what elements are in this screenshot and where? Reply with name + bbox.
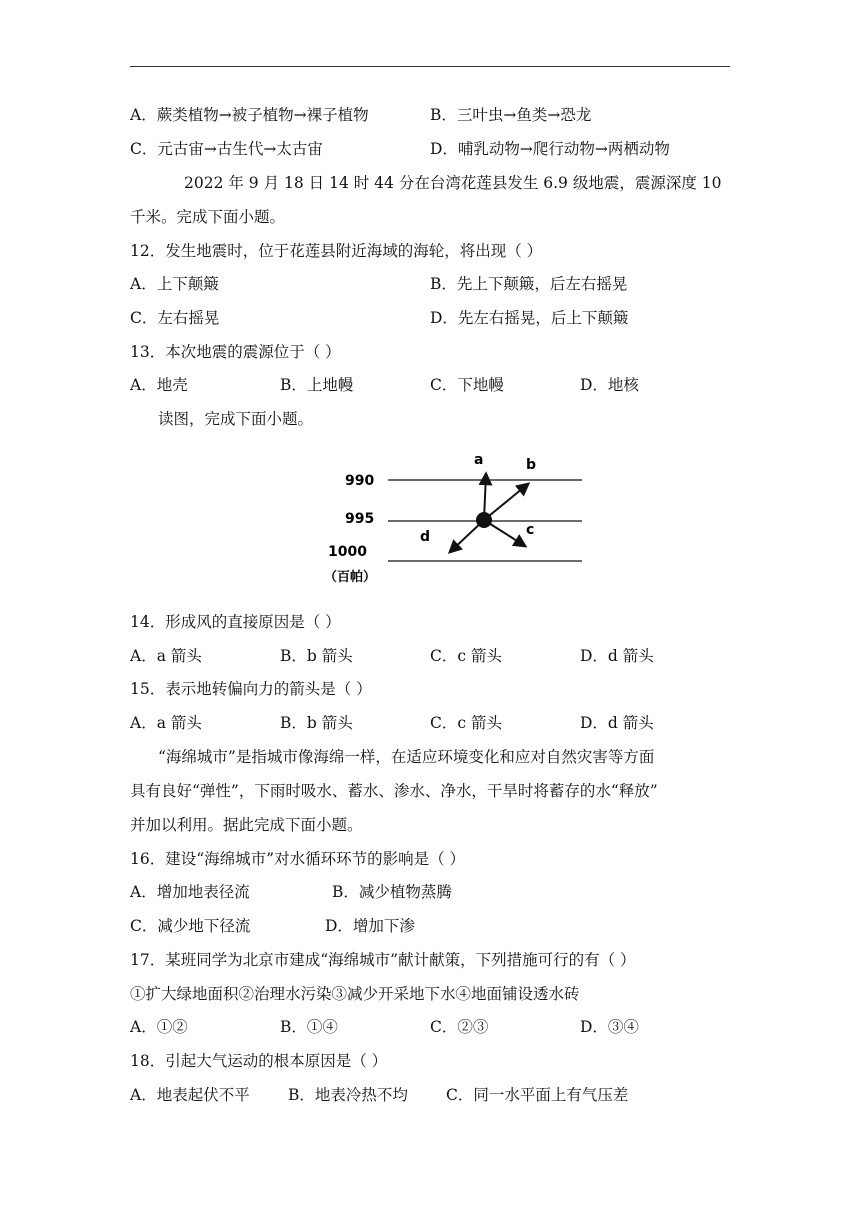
quake-intro-line2: 千米。完成下面小题。 <box>130 208 286 226</box>
arrow-label-c: c <box>526 522 535 538</box>
isobar-label-990: 990 <box>345 473 375 489</box>
q16-option-d: D．增加下渗 <box>325 917 415 935</box>
q11-option-d: D．哺乳动物→爬行动物→两栖动物 <box>430 140 670 158</box>
q17-option-d: D．③④ <box>580 1018 639 1036</box>
air-parcel-dot <box>476 512 492 528</box>
q14-option-b: B．b 箭头 <box>280 647 353 665</box>
sponge-intro-line1: “海绵城市”是指城市像海绵一样，在适应环境变化和应对自然灾害等方面 <box>158 748 655 766</box>
q16-option-b: B．减少植物蒸腾 <box>332 883 452 901</box>
q14-option-c: C．c 箭头 <box>430 647 502 665</box>
q12-stem: 12．发生地震时，位于花莲县附近海域的海轮，将出现（ ） <box>130 242 543 260</box>
quake-intro-line1: 2022 年 9 月 18 日 14 时 44 分在台湾花莲县发生 6.9 级地震，震源深度 10 <box>184 174 722 192</box>
q14-option-a: A．a 箭头 <box>130 647 202 665</box>
q14-stem: 14．形成风的直接原因是（ ） <box>130 613 341 631</box>
isobar-wind-diagram <box>320 448 590 593</box>
q18-option-b: B．地表冷热不均 <box>288 1086 408 1104</box>
arrow-label-d: d <box>420 529 431 545</box>
q12-option-b: B．先上下颠簸，后左右摇晃 <box>430 275 628 293</box>
q11-option-b: B．三叶虫→鱼类→恐龙 <box>430 106 592 124</box>
q17-stem: 17．某班同学为北京市建成“海绵城市”献计献策，下列措施可行的有（ ） <box>130 951 636 969</box>
q15-option-a: A．a 箭头 <box>130 714 202 732</box>
q16-stem: 16．建设“海绵城市”对水循环环节的影响是（ ） <box>130 850 465 868</box>
q15-option-b: B．b 箭头 <box>280 714 353 732</box>
arrow-label-b: b <box>526 457 537 473</box>
q13-stem: 13．本次地震的震源位于（ ） <box>130 343 341 361</box>
header-rule <box>130 66 730 67</box>
q18-stem: 18．引起大气运动的根本原因是（ ） <box>130 1052 388 1070</box>
q17-option-b: B．①④ <box>280 1018 338 1036</box>
q12-option-d: D．先左右摇晃，后上下颠簸 <box>430 309 629 327</box>
q13-option-b: B．上地幔 <box>280 376 354 394</box>
isobar-label-1000: 1000 <box>328 544 367 560</box>
sponge-intro-line2: 具有良好“弹性”，下雨时吸水、蓄水、渗水、净水，干旱时将蓄存的水“释放” <box>130 782 658 800</box>
q16-option-c: C．减少地下径流 <box>130 917 251 935</box>
isobar-label-995: 995 <box>345 511 375 527</box>
q12-option-a: A．上下颠簸 <box>130 275 219 293</box>
q15-option-d: D．d 箭头 <box>580 714 654 732</box>
figure-intro: 读图，完成下面小题。 <box>158 410 314 428</box>
q11-option-a: A．蕨类植物→被子植物→裸子植物 <box>130 106 369 124</box>
q18-option-a: A．地表起伏不平 <box>130 1086 250 1104</box>
q13-option-a: A．地壳 <box>130 376 188 394</box>
q15-stem: 15．表示地转偏向力的箭头是（ ） <box>130 680 372 698</box>
sponge-intro-line3: 并加以利用。据此完成下面小题。 <box>130 816 363 834</box>
q15-option-c: C．c 箭头 <box>430 714 502 732</box>
q11-option-c: C．元古宙→古生代→太古宙 <box>130 140 323 158</box>
q12-option-c: C．左右摇晃 <box>130 309 220 327</box>
q17-items: ①扩大绿地面积②治理水污染③减少开采地下水④地面铺设透水砖 <box>130 985 580 1003</box>
q17-option-a: A．①② <box>130 1018 188 1036</box>
pressure-unit-label: （百帕） <box>324 570 377 585</box>
q18-option-c: C．同一水平面上有气压差 <box>446 1086 629 1104</box>
arrow-b <box>484 484 528 520</box>
q16-option-a: A．增加地表径流 <box>130 883 250 901</box>
q13-option-c: C．下地幔 <box>430 376 504 394</box>
q14-option-d: D．d 箭头 <box>580 647 654 665</box>
arrow-label-a: a <box>474 452 484 468</box>
q13-option-d: D．地核 <box>580 376 639 394</box>
q17-option-c: C．②③ <box>430 1018 489 1036</box>
